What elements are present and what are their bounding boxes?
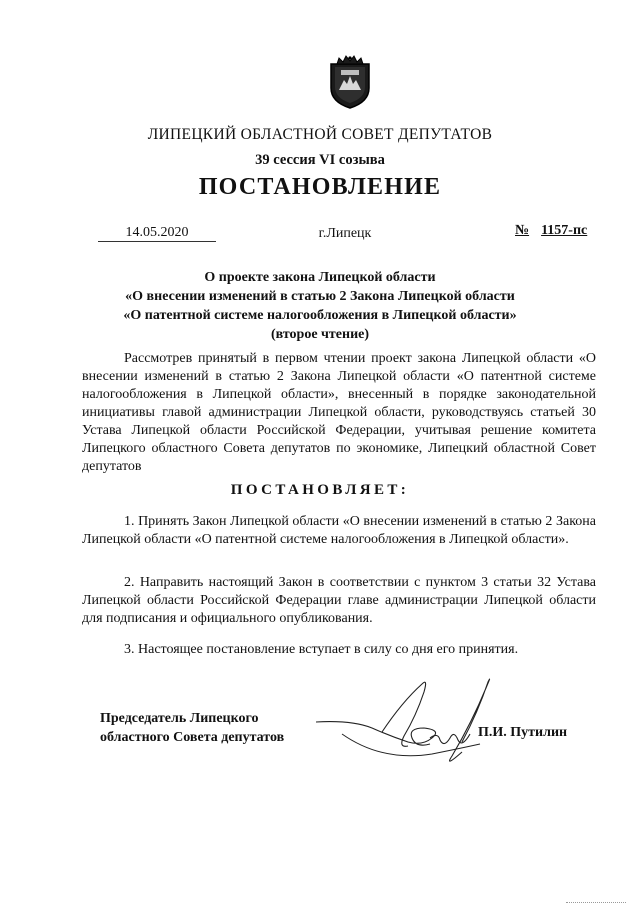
- title-line: (второе чтение): [270, 327, 370, 342]
- document-city: г.Липецк: [318, 226, 372, 241]
- document-title: [0, 268, 640, 344]
- title-line: «О внесении изменений в статью 2 Закона Липецкой области: [125, 289, 515, 304]
- intro-paragraph: Рассмотрев принятый в первом чтении проект закона Липецкой области «О внесении изменений в статью 2 Закона Липецкой области «О патентной системе налогообложения в Липецкой области», внесенный в порядке законодательной инициативы главой администрации Липецкой области, руководствуясь статьей 30 Устава Липецкой области Российской Федерации, учитывая решение комитета Липецкого областного Совета депутатов по экономике, Липецкий областной Совет депутатов: [82, 351, 596, 474]
- document-type-heading: ПОСТАНОВЛЕНИЕ: [198, 174, 442, 200]
- coat-of-arms-emblem: [327, 54, 373, 110]
- council-name: ЛИПЕЦКИЙ ОБЛАСТНОЙ СОВЕТ ДЕПУТАТОВ: [147, 126, 493, 143]
- resolves-heading: ПОСТАНОВЛЯЕТ:: [230, 482, 410, 498]
- title-line: «О патентной системе налогообложения в Липецкой области»: [123, 308, 517, 323]
- signatory-title-line: Председатель Липецкого: [100, 711, 259, 726]
- signatory-title-line: областного Совета депутатов: [100, 730, 285, 745]
- session-label: 39 сессия VI созыва: [255, 152, 385, 168]
- title-line: О проекте закона Липецкой области: [204, 270, 436, 285]
- resolution-item-1: 1. Принять Закон Липецкой области «О внесении изменений в статью 2 Закона Липецкой области «О патентной системе налогообложения в Липецкой области».: [82, 514, 596, 547]
- number-value: 1157-пс: [541, 223, 588, 238]
- resolution-item-2: 2. Направить настоящий Закон в соответствии с пунктом 3 статьи 32 Устава Липецкой области Российской Федерации главе администрации Липецкой области для подписания и официального опубликования.: [82, 575, 596, 626]
- document-number: [515, 223, 587, 239]
- number-sign: №: [515, 223, 530, 238]
- handwritten-signature: [312, 672, 502, 772]
- resolution-item-3: 3. Настоящее постановление вступает в силу со дня его принятия.: [124, 642, 519, 657]
- signatory-name: П.И. Путилин: [478, 725, 568, 740]
- signatory-title: [100, 709, 284, 747]
- footer-dotted-mark: [566, 900, 626, 903]
- document-date: 14.05.2020: [98, 225, 216, 242]
